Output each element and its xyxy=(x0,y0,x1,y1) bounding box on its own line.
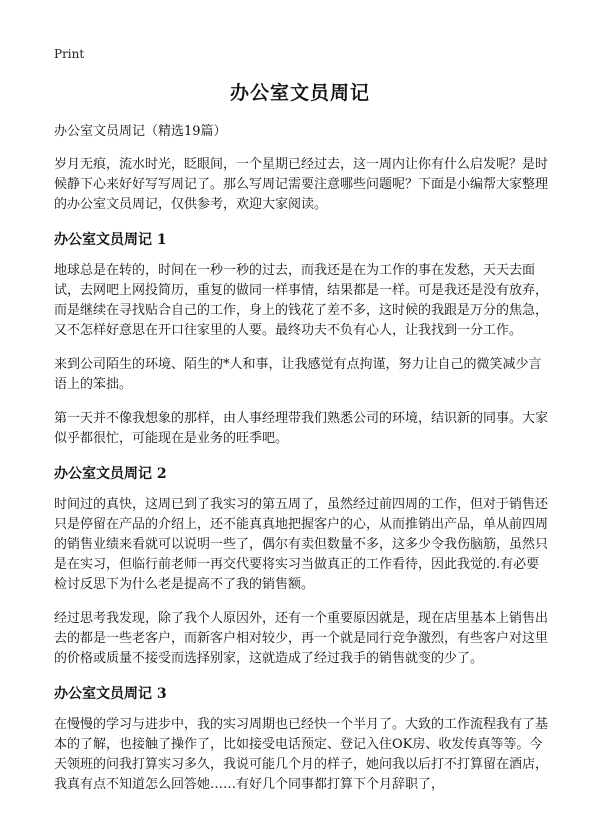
print-link[interactable]: Print xyxy=(54,47,85,61)
section-paragraph: 地球总是在转的，时间在一秒一秒的过去，而我还是在为工作的事在发愁，天天去面试，去网吧上网投简历，重复的做同一样事情，结果都是一样。可是我还是没有放弃，而是继续在寻找贴合自己的工作，身上的钱花了差不多，这时候的我跟是万分的焦急，又不怎样好意思在开口往家里的人要。最终功夫不负有心人，让我找到一分工作。 xyxy=(54,263,549,338)
intro-paragraph: 岁月无痕，流水时光，眨眼间，一个星期已经过去，这一周内让你有什么启发呢？是时候静下心来好好写写周记了。那么写周记需要注意哪些问题呢？下面是小编帮大家整理的办公室文员周记，仅供参考，欢迎大家阅读。 xyxy=(54,157,549,212)
page-title: 办公室文员周记 xyxy=(229,82,370,104)
section-heading: 办公室文员周记 2 xyxy=(54,466,167,482)
section-paragraph: 在慢慢的学习与进步中，我的实习周期也已经快一个半月了。大致的工作流程我有了基本的了解，也接触了操作了，比如接受电话预定、登记入住OK房、收发传真等等。今天领班的问我打算实习多久，我说可能几个月的样子，她问我以后打不打算留在酒店，我真有点不知道怎么回答她……有好几个同事都打算下个月辞职了， xyxy=(54,717,549,792)
section-paragraph: 第一天并不像我想象的那样，由人事经理带我们熟悉公司的环境，结识新的同事。大家似乎都很忙，可能现在是业务的旺季吧。 xyxy=(54,411,549,446)
section-paragraph: 经过思考我发现，除了我个人原因外，还有一个重要原因就是，现在店里基本上销售出去的都是一些老客户，而新客户相对较少，再一个就是同行竞争激烈，有些客户对这里的价格或质量不接受而选择别家，这就造成了经过我手的销售就变的少了。 xyxy=(54,611,549,666)
section-paragraph: 来到公司陌生的环境、陌生的*人和事，让我感觉有点拘谨，努力让自己的微笑减少言语上的笨拙。 xyxy=(54,357,542,392)
document-subtitle: 办公室文员周记（精选19篇） xyxy=(54,124,227,139)
section-heading: 办公室文员周记 3 xyxy=(54,686,167,702)
section-paragraph: 时间过的真快，这周已到了我实习的第五周了，虽然经过前四周的工作，但对于销售还只是停留在产品的介绍上，还不能真真地把握客户的心，从而推销出产品，单从前四周的销售业绩来看就可以说明一些了，偶尔有卖但数量不多，这多少令我伤脑筋，虽然只是在实习，但临行前老师一再交代要将实习当做真正的工作看待，因此我觉的.有必要检讨反思下为什么老是提高不了我的销售额。 xyxy=(54,497,549,592)
section-heading: 办公室文员周记 1 xyxy=(54,232,167,248)
document-body xyxy=(54,120,550,809)
